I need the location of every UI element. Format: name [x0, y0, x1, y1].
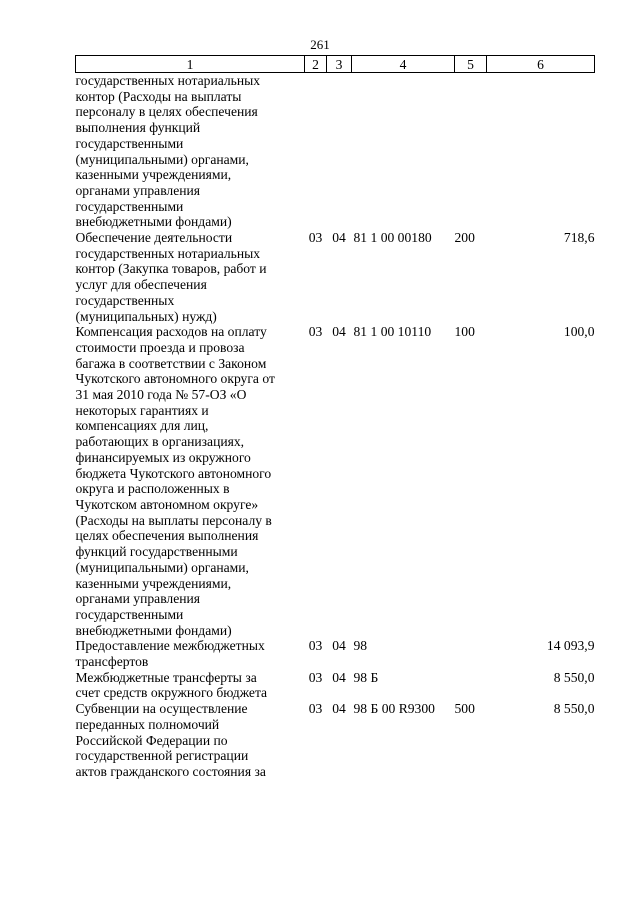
row-name-line: багажа в соответствии с Законом [75, 355, 267, 371]
amount: 14 093,9 [546, 638, 595, 654]
row-name [76, 324, 305, 638]
row-name-line: казенными учреждениями, [75, 575, 232, 591]
row-name-line: государственными [75, 198, 184, 214]
amount: 100,0 [563, 324, 595, 340]
row-name-line: Российской Федерации по [75, 732, 228, 748]
row-name-line: Чукотском автономном округе» [75, 496, 259, 512]
section-code [305, 73, 327, 231]
section-code: 03 [308, 230, 323, 246]
amount: 8 550,0 [553, 669, 595, 685]
row-name-line: работающих в организациях, [75, 434, 245, 450]
row-name-line: (муниципальных) нужд) [75, 308, 217, 324]
amount: 718,6 [563, 230, 595, 246]
row-name-line: внебюджетными фондами) [75, 214, 232, 230]
page-number: 261 [310, 37, 330, 52]
row-name-line: (муниципальными) органами, [75, 151, 249, 167]
row-name [76, 73, 305, 231]
row-name-line: Обеспечение деятельности [75, 230, 233, 246]
row-name-line: стоимости проезда и провоза [75, 339, 245, 355]
row-name-line: контор (Расходы на выплаты [75, 88, 242, 104]
row-name-line: казенными учреждениями, [75, 167, 232, 183]
subsection-code: 04 [332, 701, 346, 717]
target-article-code: 81 1 00 00180 [353, 230, 432, 246]
subsection-code: 04 [332, 230, 346, 246]
row-name-line: контор (Закупка товаров, работ и [75, 261, 267, 277]
row-name-line: актов гражданского состояния за [75, 763, 266, 779]
table-row [76, 638, 595, 669]
row-name-line: государственными [75, 606, 184, 622]
table-body [76, 73, 595, 780]
row-name-line: целях обеспечения выполнения [75, 528, 259, 544]
expense-type-code: 200 [454, 230, 475, 246]
amount [487, 73, 595, 231]
row-name-line: компенсациях для лиц, [75, 418, 209, 434]
row-name-line: (муниципальными) органами, [75, 559, 249, 575]
column-header: 6 [487, 56, 595, 73]
subsection-code [327, 73, 352, 231]
expense-type-code [455, 638, 487, 669]
subsection-code: 04 [332, 324, 346, 340]
row-name-line: бюджета Чукотского автономного [75, 465, 272, 481]
row-name-line: органами управления [75, 591, 201, 607]
table-row [76, 324, 595, 638]
row-name-line: 31 мая 2010 года № 57-ОЗ «О [75, 387, 247, 403]
row-name-line: государственных нотариальных [75, 73, 261, 88]
section-code: 03 [308, 324, 323, 340]
expense-type-code [455, 73, 487, 231]
table-row [76, 230, 595, 324]
row-name-line: персоналу в целях обеспечения [75, 104, 258, 120]
section-code: 03 [308, 638, 323, 654]
subsection-code: 04 [332, 638, 346, 654]
target-article-code: 81 1 00 10110 [353, 324, 432, 340]
budget-table [75, 55, 595, 780]
column-header: 3 [327, 56, 352, 73]
row-name-line: финансируемых из окружного [75, 449, 251, 465]
row-name-line: функций государственными [75, 544, 238, 560]
row-name-line: государственными [75, 135, 184, 151]
row-name-line: выполнения функций [75, 120, 201, 136]
column-header: 1 [76, 56, 305, 73]
target-article-code [352, 73, 455, 231]
amount: 8 550,0 [553, 701, 595, 717]
expense-type-code: 500 [454, 701, 475, 717]
row-name [76, 701, 305, 780]
target-article-code: 98 Б 00 R9300 [353, 701, 435, 717]
row-name-line: Предоставление межбюджетных [75, 638, 265, 654]
row-name-line: (Расходы на выплаты персоналу в [75, 512, 272, 528]
column-header: 2 [305, 56, 327, 73]
row-name-line: некоторых гарантиях и [75, 402, 209, 418]
row-name-line: счет средств окружного бюджета [75, 685, 268, 701]
row-name-line: Чукотского автономного округа от [75, 371, 275, 387]
expense-type-code: 100 [454, 324, 475, 340]
row-name-line: государственных нотариальных [75, 245, 261, 261]
row-name-line: органами управления [75, 182, 201, 198]
row-name-line: Межбюджетные трансферты за [75, 669, 257, 685]
target-article-code: 98 Б [353, 669, 379, 685]
row-name-line: государственных [75, 292, 175, 308]
header-row [76, 56, 595, 73]
row-name-line: округа и расположенных в [75, 481, 230, 497]
row-name [76, 670, 305, 701]
row-name [76, 230, 305, 324]
target-article-code: 98 [353, 638, 368, 654]
subsection-code: 04 [332, 669, 346, 685]
row-name-line: услуг для обеспечения [75, 277, 207, 293]
section-code: 03 [308, 669, 323, 685]
column-header: 4 [352, 56, 455, 73]
table-row [76, 670, 595, 701]
row-name-line: внебюджетными фондами) [75, 622, 232, 638]
row-name-line: трансфертов [75, 654, 149, 670]
row-name-line: Субвенции на осуществление [75, 701, 248, 717]
row-name-line: Компенсация расходов на оплату [75, 324, 267, 340]
expense-type-code [455, 670, 487, 701]
table-row [76, 73, 595, 231]
row-name-line: переданных полномочий [75, 716, 220, 732]
table-row [76, 701, 595, 780]
row-name [76, 638, 305, 669]
column-header: 5 [455, 56, 487, 73]
section-code: 03 [308, 701, 323, 717]
row-name-line: государственной регистрации [75, 748, 249, 764]
